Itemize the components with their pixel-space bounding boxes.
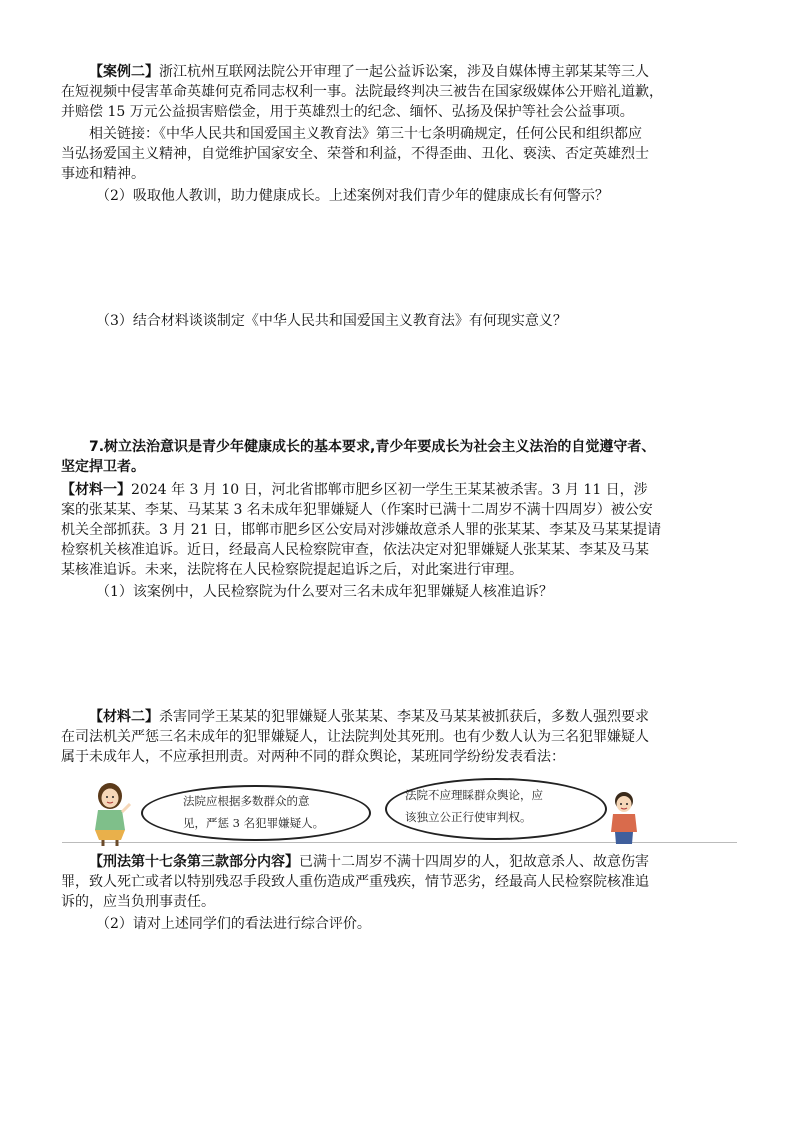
material2-line-2: 在司法机关严惩三名未成年的犯罪嫌疑人，让法院判处其死刑。也有少数人认为三名犯罪嫌疑人 <box>61 729 649 745</box>
material1-line-3: 机关全部抓获。3 月 21 日，邯郸市肥乡区公安局对涉嫌故意杀人罪的张某某、李某及马某某提请 <box>61 522 662 538</box>
case2-line-2: 在短视频中侵害革命英雄何克希同志权利一事。法院最终判决三被告在国家级媒体公开赔礼道歉， <box>61 84 663 100</box>
question-7-title-2: 坚定捍卫者。 <box>61 459 145 475</box>
material1-line-2: 案的张某某、李某、马某某 3 名未成年犯罪嫌疑人（作案时已满十二周岁不满十四周岁）被公安 <box>61 502 653 518</box>
material1-text-1: 2024 年 3 月 10 日，河北省邯郸市肥乡区初一学生王某某被杀害。3 月 11 日，涉 <box>131 482 648 498</box>
material2-line-3: 属于未成年人，不应承担刑责。对两种不同的群众舆论，某班同学纷纷发表看法： <box>61 749 565 765</box>
right-bubble-text-2: 该独立公正行使审判权。 <box>405 810 532 824</box>
boy-student-figure <box>604 790 644 846</box>
law-tag: 【刑法第十七条第三款部分内容】 <box>89 854 299 870</box>
left-bubble-text-2: 见，严惩 3 名犯罪嫌疑人。 <box>183 816 325 830</box>
material2-tag: 【材料二】 <box>89 709 159 725</box>
question-7-1: （1）该案例中，人民检察院为什么要对三名未成年犯罪嫌疑人核准追诉？ <box>96 584 553 600</box>
girl-student-figure <box>88 780 132 846</box>
question-7-title-1: 7.树立法治意识是青少年健康成长的基本要求,青少年要成长为社会主义法治的自觉遵守者、 <box>89 439 656 455</box>
question-6-3: （3）结合材料谈谈制定《中华人民共和国爱国主义教育法》有何现实意义？ <box>96 313 567 329</box>
case2-text-1: 浙江杭州互联网法院公开审理了一起公益诉讼案，涉及自媒体博主郭某某等三人 <box>159 64 649 80</box>
law-text-1: 已满十二周岁不满十四周岁的人，犯故意杀人、故意伤害 <box>299 854 649 870</box>
material2-line-1 <box>89 707 769 727</box>
law-line-1 <box>89 852 769 872</box>
case2-tag: 【案例二】 <box>89 64 159 80</box>
question-7-2: （2）请对上述同学们的看法进行综合评价。 <box>96 916 371 932</box>
material1-tag: 【材料一】 <box>61 482 131 498</box>
material2-text-1: 杀害同学王某某的犯罪嫌疑人张某某、李某及马某某被抓获后，多数人强烈要求 <box>159 709 649 725</box>
right-bubble-text-1: 法院不应理睬群众舆论，应 <box>405 788 543 802</box>
related-link-line-3: 事迹和精神。 <box>61 166 145 182</box>
material1-line-4: 检察机关核准追诉。近日，经最高人民检察院审查，依法决定对犯罪嫌疑人张某某、李某及马某 <box>61 542 649 558</box>
law-line-3: 诉的，应当负刑事责任。 <box>61 894 215 910</box>
law-line-2: 罪，致人死亡或者以特别残忍手段致人重伤造成严重残疾，情节恶劣，经最高人民检察院核准追 <box>61 874 649 890</box>
material1-line-1 <box>61 480 741 500</box>
question-6-2: （2）吸取他人教训，助力健康成长。上述案例对我们青少年的健康成长有何警示？ <box>96 188 609 204</box>
left-bubble-text-1: 法院应根据多数群众的意 <box>183 794 310 808</box>
case2-line-3: 并赔偿 15 万元公益损害赔偿金，用于英雄烈士的纪念、缅怀、弘扬及保护等社会公益事项。 <box>61 104 634 120</box>
related-link-line-1: 相关链接：《中华人民共和国爱国主义教育法》第三十七条明确规定，任何公民和组织都应 <box>89 126 642 142</box>
case2-line-1 <box>89 62 769 82</box>
related-link-line-2: 当弘扬爱国主义精神，自觉维护国家安全、荣誉和利益，不得歪曲、丑化、亵渎、否定英雄烈士 <box>61 146 649 162</box>
material1-line-5: 某核准追诉。未来，法院将在人民检察院提起追诉之后，对此案进行审理。 <box>61 562 523 578</box>
